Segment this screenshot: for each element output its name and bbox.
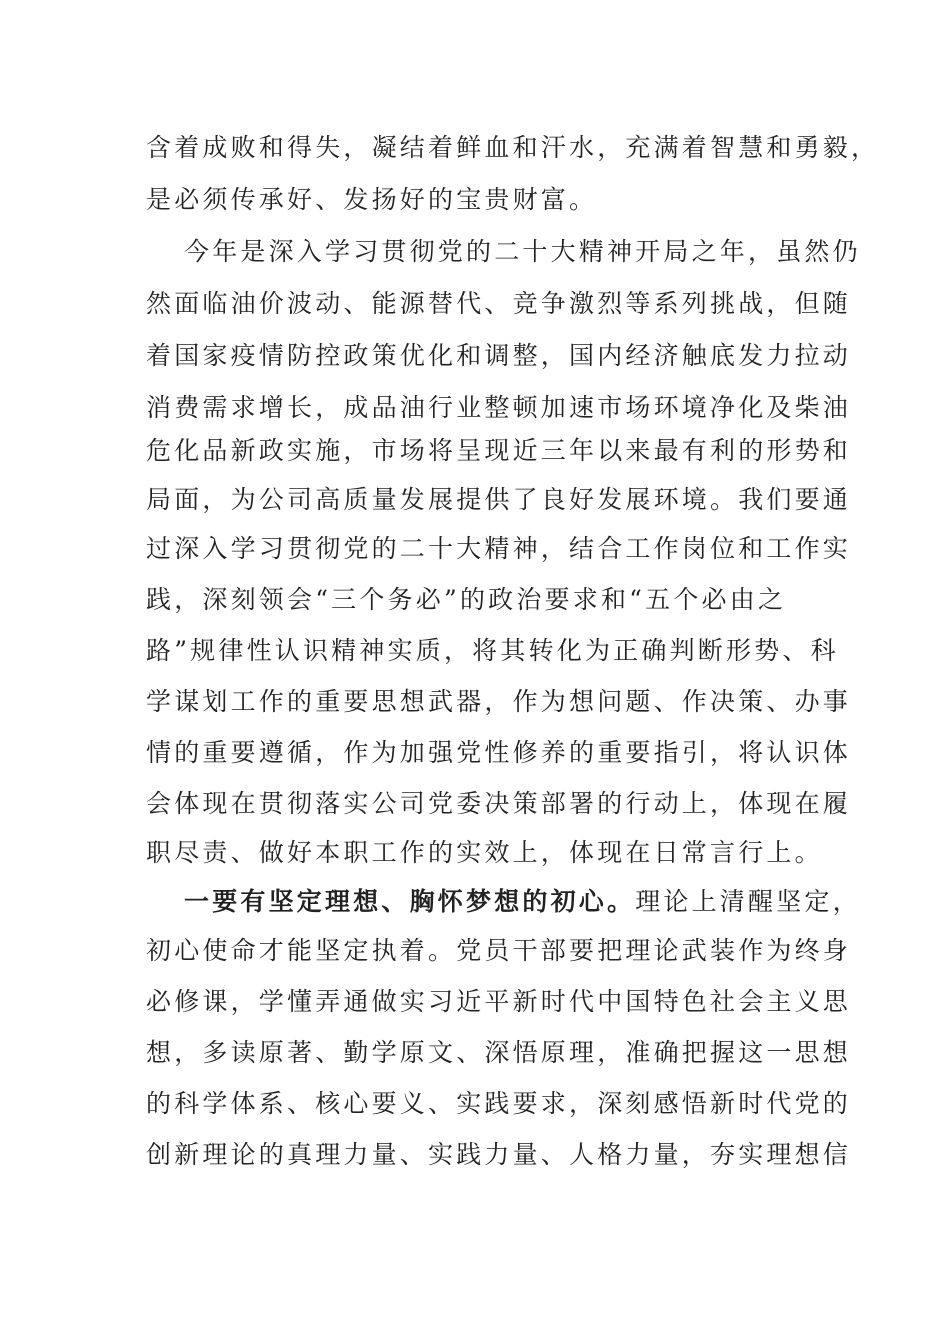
text-line: 路”规律性认识精神实质，将其转化为正确判断形势、科	[146, 636, 839, 665]
section-heading: 一要有坚定理想、胸怀梦想的初心。	[184, 887, 636, 916]
text-line: 情的重要遵循，作为加强党性修养的重要指引，将认识体	[146, 738, 852, 767]
text-span: 理论上清醒坚定，	[635, 887, 861, 916]
text-line: 学谋划工作的重要思想武器，作为想问题、作决策、办事	[146, 687, 852, 716]
text-line	[184, 882, 861, 922]
text-line: 职尽责、做好本职工作的实效上，体现在日常言行上。	[146, 838, 823, 867]
text-line: 消费需求增长，成品油行业整顿加速市场环境净化及柴油	[146, 393, 852, 422]
text-line: 然面临油价波动、能源替代、竞争激烈等系列挑战，但随	[146, 289, 852, 318]
text-line: 创新理论的真理力量、实践力量、人格力量，夯实理想信	[146, 1140, 852, 1169]
text-line: 危化品新政实施，市场将呈现近三年以来最有利的形势和	[146, 436, 852, 465]
text-line: 今年是深入学习贯彻党的二十大精神开局之年，虽然仍	[184, 237, 861, 266]
text-line: 初心使命才能坚定执着。党员干部要把理论武装作为终身	[146, 936, 852, 965]
text-line: 想，多读原著、勤学原文、深悟原理，准确把握这一思想	[146, 1038, 852, 1067]
text-line: 是必须传承好、发扬好的宝贵财富。	[146, 185, 598, 214]
text-line: 会体现在贯彻落实公司党委决策部署的行动上，体现在履	[146, 789, 852, 818]
text-line: 着国家疫情防控政策优化和调整，国内经济触底发力拉动	[146, 341, 852, 370]
text-line: 必修课，学懂弄通做实习近平新时代中国特色社会主义思	[146, 987, 852, 1016]
text-line: 的科学体系、核心要义、实践要求，深刻感悟新时代党的	[146, 1089, 852, 1118]
text-line: 过深入学习贯彻党的二十大精神，结合工作岗位和工作实	[146, 534, 852, 563]
text-line: 践，深刻领会“三个务必”的政治要求和“五个必由之	[146, 585, 787, 614]
text-line: 局面，为公司高质量发展提供了良好发展环境。我们要通	[146, 485, 852, 514]
text-line: 含着成败和得失，凝结着鲜血和汗水，充满着智慧和勇毅，	[146, 133, 880, 162]
